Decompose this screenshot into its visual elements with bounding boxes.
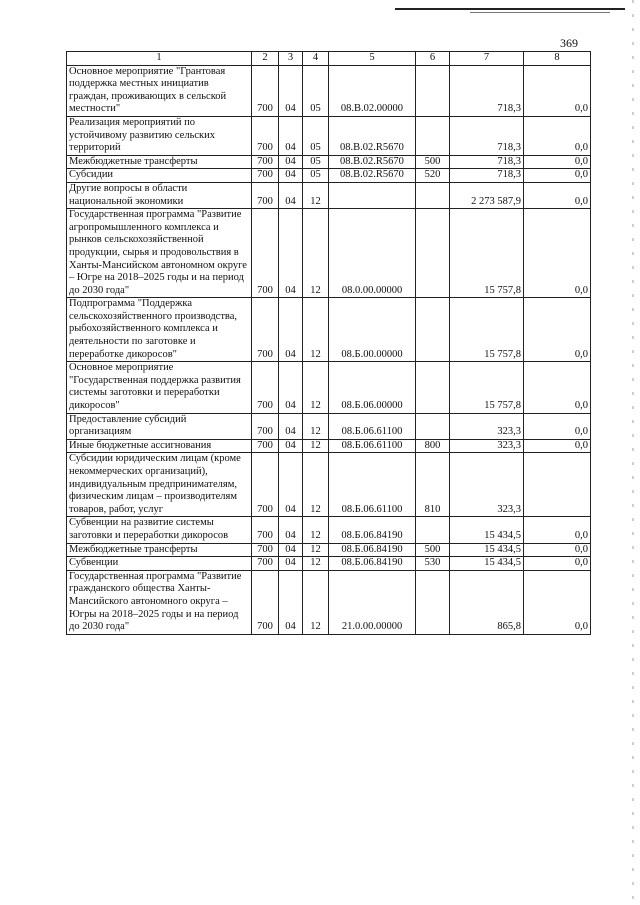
row-amount-2-cell: 0,0: [524, 439, 591, 453]
row-code-2-cell: 700: [252, 209, 279, 298]
row-amount-2-cell: 0,0: [524, 570, 591, 634]
row-code-2-cell: 700: [252, 169, 279, 183]
row-amount-2-cell: [524, 453, 591, 517]
table-row: [67, 517, 591, 543]
row-amount-2-cell: 0,0: [524, 182, 591, 208]
row-name-cell: Субвенции: [67, 557, 252, 571]
row-name-cell: Субсидии: [67, 169, 252, 183]
column-header-8: 8: [524, 52, 591, 66]
row-code-5-cell: [329, 182, 416, 208]
row-code-2-cell: 700: [252, 65, 279, 116]
row-code-2-cell: 700: [252, 182, 279, 208]
row-code-4-cell: 12: [303, 517, 329, 543]
table-row: [67, 209, 591, 298]
table-row: [67, 439, 591, 453]
row-code-5-cell: 08.Б.06.84190: [329, 517, 416, 543]
row-name-cell: Межбюджетные трансферты: [67, 543, 252, 557]
row-code-4-cell: 12: [303, 362, 329, 413]
row-code-3-cell: 04: [279, 517, 303, 543]
table-row: [67, 182, 591, 208]
table-row: [67, 362, 591, 413]
row-amount-2-cell: 0,0: [524, 298, 591, 362]
row-code-4-cell: 12: [303, 557, 329, 571]
row-code-6-cell: [416, 298, 450, 362]
row-name-cell: Государственная программа "Развитие гражданского общества Ханты-Мансийского автономного округа – Югры на 2018–2025 годы и на период до 2030 года": [67, 570, 252, 634]
header-rule: [395, 8, 625, 10]
row-code-4-cell: 12: [303, 439, 329, 453]
row-name-cell: Субсидии юридическим лицам (кроме некоммерческих организаций), индивидуальным предпринимателям, физическим лицам – производителям товаров, работ, услуг: [67, 453, 252, 517]
row-amount-cell: 323,3: [450, 413, 524, 439]
row-code-4-cell: 12: [303, 298, 329, 362]
column-header-7: 7: [450, 52, 524, 66]
row-code-6-cell: 810: [416, 453, 450, 517]
row-code-2-cell: 700: [252, 570, 279, 634]
row-code-6-cell: [416, 65, 450, 116]
column-header-2: 2: [252, 52, 279, 66]
row-amount-cell: 15 434,5: [450, 517, 524, 543]
row-code-5-cell: 08.Б.06.61100: [329, 439, 416, 453]
row-code-4-cell: 05: [303, 65, 329, 116]
column-header-3: 3: [279, 52, 303, 66]
row-code-2-cell: 700: [252, 543, 279, 557]
row-code-3-cell: 04: [279, 298, 303, 362]
row-amount-cell: 15 757,8: [450, 362, 524, 413]
row-code-2-cell: 700: [252, 413, 279, 439]
row-name-cell: Основное мероприятие "Государственная поддержка развития системы заготовки и переработки дикоросов": [67, 362, 252, 413]
row-amount-cell: 718,3: [450, 155, 524, 169]
row-code-5-cell: 08.В.02.00000: [329, 65, 416, 116]
row-amount-2-cell: 0,0: [524, 362, 591, 413]
row-code-6-cell: 800: [416, 439, 450, 453]
row-amount-cell: 15 757,8: [450, 209, 524, 298]
row-code-4-cell: 12: [303, 182, 329, 208]
row-code-3-cell: 04: [279, 155, 303, 169]
column-header-4: 4: [303, 52, 329, 66]
row-code-3-cell: 04: [279, 65, 303, 116]
row-code-5-cell: 08.Б.06.61100: [329, 413, 416, 439]
scan-edge-artifact: [632, 0, 634, 905]
row-code-2-cell: 700: [252, 439, 279, 453]
row-code-5-cell: 08.0.00.00000: [329, 209, 416, 298]
row-code-5-cell: 08.Б.06.84190: [329, 543, 416, 557]
row-amount-2-cell: 0,0: [524, 169, 591, 183]
row-code-6-cell: [416, 116, 450, 155]
row-name-cell: Другие вопросы в области национальной экономики: [67, 182, 252, 208]
row-amount-cell: 15 757,8: [450, 298, 524, 362]
row-name-cell: Основное мероприятие "Грантовая поддержка местных инициатив граждан, проживающих в сельской местности": [67, 65, 252, 116]
row-code-3-cell: 04: [279, 116, 303, 155]
table-body: [67, 65, 591, 634]
row-code-6-cell: [416, 209, 450, 298]
row-amount-cell: 323,3: [450, 453, 524, 517]
table-row: [67, 169, 591, 183]
row-code-4-cell: 05: [303, 116, 329, 155]
row-code-2-cell: 700: [252, 557, 279, 571]
row-code-4-cell: 12: [303, 543, 329, 557]
row-code-5-cell: 21.0.00.00000: [329, 570, 416, 634]
row-code-3-cell: 04: [279, 543, 303, 557]
row-code-2-cell: 700: [252, 298, 279, 362]
row-code-6-cell: [416, 182, 450, 208]
row-code-3-cell: 04: [279, 169, 303, 183]
column-header-1: 1: [67, 52, 252, 66]
row-code-5-cell: 08.Б.06.84190: [329, 557, 416, 571]
row-amount-2-cell: 0,0: [524, 557, 591, 571]
row-name-cell: Иные бюджетные ассигнования: [67, 439, 252, 453]
row-name-cell: Подпрограмма "Поддержка сельскохозяйственного производства, рыбохозяйственного комплекса и деятельности по заготовке и переработке дикоросов": [67, 298, 252, 362]
row-code-6-cell: [416, 517, 450, 543]
row-amount-cell: 718,3: [450, 65, 524, 116]
row-code-4-cell: 05: [303, 169, 329, 183]
column-header-5: 5: [329, 52, 416, 66]
header-rule-secondary: [470, 12, 610, 13]
row-code-4-cell: 12: [303, 209, 329, 298]
row-code-3-cell: 04: [279, 570, 303, 634]
table-row: [67, 570, 591, 634]
page-number: 369: [560, 36, 578, 50]
row-code-2-cell: 700: [252, 453, 279, 517]
row-amount-cell: 865,8: [450, 570, 524, 634]
row-code-6-cell: [416, 570, 450, 634]
table-row: [67, 116, 591, 155]
row-code-3-cell: 04: [279, 557, 303, 571]
row-amount-2-cell: 0,0: [524, 65, 591, 116]
row-code-6-cell: [416, 362, 450, 413]
row-amount-cell: 323,3: [450, 439, 524, 453]
row-code-5-cell: 08.В.02.R5670: [329, 169, 416, 183]
row-amount-2-cell: 0,0: [524, 116, 591, 155]
row-code-2-cell: 700: [252, 517, 279, 543]
row-code-3-cell: 04: [279, 182, 303, 208]
row-code-3-cell: 04: [279, 362, 303, 413]
row-name-cell: Межбюджетные трансферты: [67, 155, 252, 169]
row-amount-cell: 15 434,5: [450, 543, 524, 557]
row-amount-2-cell: 0,0: [524, 543, 591, 557]
row-name-cell: Реализация мероприятий по устойчивому развитию сельских территорий: [67, 116, 252, 155]
row-code-2-cell: 700: [252, 362, 279, 413]
row-code-5-cell: 08.В.02.R5670: [329, 116, 416, 155]
table-row: [67, 413, 591, 439]
table-header-row: [67, 52, 591, 66]
row-name-cell: Предоставление субсидий организациям: [67, 413, 252, 439]
table-row: [67, 543, 591, 557]
row-code-5-cell: 08.Б.06.00000: [329, 362, 416, 413]
column-header-6: 6: [416, 52, 450, 66]
table-row: [67, 65, 591, 116]
row-amount-cell: 15 434,5: [450, 557, 524, 571]
row-amount-cell: 718,3: [450, 116, 524, 155]
row-code-6-cell: 500: [416, 155, 450, 169]
table-row: [67, 298, 591, 362]
row-code-5-cell: 08.Б.00.00000: [329, 298, 416, 362]
table-row: [67, 453, 591, 517]
row-code-2-cell: 700: [252, 116, 279, 155]
row-code-6-cell: 500: [416, 543, 450, 557]
row-code-6-cell: 530: [416, 557, 450, 571]
row-code-4-cell: 12: [303, 453, 329, 517]
row-code-3-cell: 04: [279, 413, 303, 439]
row-amount-cell: 718,3: [450, 169, 524, 183]
row-code-4-cell: 12: [303, 413, 329, 439]
row-amount-2-cell: 0,0: [524, 517, 591, 543]
row-name-cell: Субвенции на развитие системы заготовки и переработки дикоросов: [67, 517, 252, 543]
row-code-4-cell: 05: [303, 155, 329, 169]
row-amount-cell: 2 273 587,9: [450, 182, 524, 208]
row-amount-2-cell: 0,0: [524, 155, 591, 169]
row-code-6-cell: [416, 413, 450, 439]
row-code-3-cell: 04: [279, 453, 303, 517]
row-code-5-cell: 08.В.02.R5670: [329, 155, 416, 169]
budget-table: [66, 51, 591, 635]
table-row: [67, 155, 591, 169]
row-code-3-cell: 04: [279, 439, 303, 453]
row-code-5-cell: 08.Б.06.61100: [329, 453, 416, 517]
row-amount-2-cell: 0,0: [524, 209, 591, 298]
row-code-6-cell: 520: [416, 169, 450, 183]
row-name-cell: Государственная программа "Развитие агропромышленного комплекса и рынков сельскохозяйственной продукции, сырья и продовольствия в Ханты-Мансийском автономном округе – Югре на 2018–2025 годы и на период до 2030 года": [67, 209, 252, 298]
row-code-4-cell: 12: [303, 570, 329, 634]
row-amount-2-cell: 0,0: [524, 413, 591, 439]
row-code-3-cell: 04: [279, 209, 303, 298]
row-code-2-cell: 700: [252, 155, 279, 169]
table-row: [67, 557, 591, 571]
